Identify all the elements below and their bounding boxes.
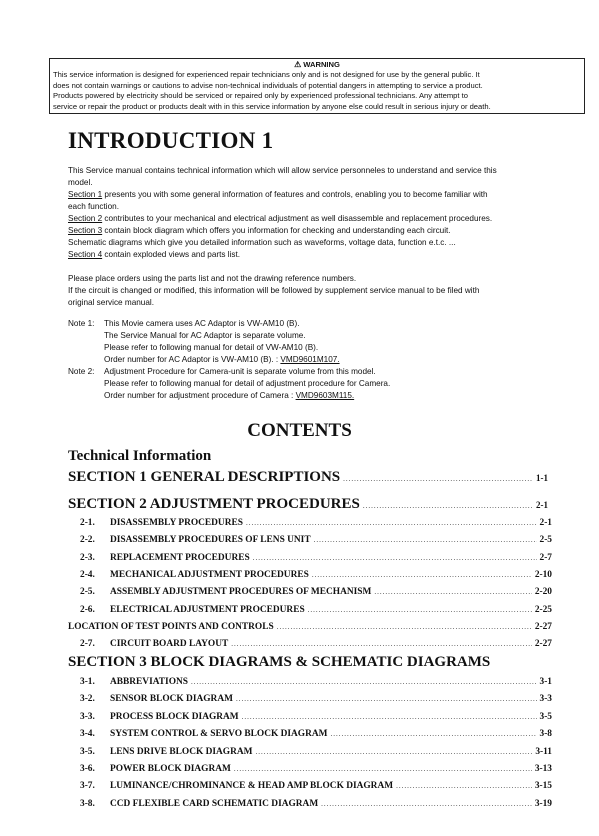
- toc-entry-number: 3-1.: [80, 677, 95, 687]
- toc-entry-label: PROCESS BLOCK DIAGRAM: [110, 711, 239, 722]
- toc-entry-label: LUMINANCE/CHROMINANCE & HEAD AMP BLOCK DIAGRAM: [110, 781, 394, 792]
- section1-description: Section 1 presents you with some general information of features and controls, enabling you to become familiar with: [68, 190, 488, 199]
- toc-entry-page: 2-27: [534, 639, 552, 650]
- toc-entry-number: 2-3.: [80, 552, 95, 563]
- toc-leader: [374, 588, 531, 596]
- toc-label: SECTION 2 ADJUSTMENT PROCEDURES: [68, 496, 360, 512]
- toc-entry-number: 3-3.: [80, 711, 95, 722]
- toc-entry-label: SYSTEM CONTROL & SERVO BLOCK DIAGRAM: [110, 729, 328, 740]
- toc-entry[interactable]: [80, 605, 552, 615]
- toc-leader: [343, 475, 533, 483]
- orders-paragraph: If the circuit is changed or modified, this information will be followed by supplement service manual to be filed with: [68, 286, 480, 295]
- toc-entry-number: 3-4.: [80, 729, 95, 740]
- toc-entry-label: REPLACEMENT PROCEDURES: [110, 552, 250, 563]
- toc-entry[interactable]: [80, 764, 552, 774]
- toc-leader: [308, 606, 532, 614]
- toc-entry-page: 2-7: [539, 552, 552, 563]
- toc-entry-number: 3-5.: [80, 746, 95, 757]
- warning-line: service or repair the product or products dealt with in this service information by anyone else could result in serious injury or death.: [53, 101, 491, 111]
- toc-entry-page: 2-27: [534, 621, 552, 632]
- note-text: Adjustment Procedure for Camera-unit is separate volume from this model.: [104, 367, 376, 376]
- toc-entry[interactable]: [80, 729, 552, 739]
- toc-entry-number: 3-7.: [80, 781, 95, 792]
- toc-entry[interactable]: [80, 553, 552, 563]
- introduction-title: INTRODUCTION 1: [68, 128, 274, 153]
- toc-leader: [236, 695, 537, 703]
- toc-entry-page: 3-15: [534, 781, 552, 792]
- note-text: Please refer to following manual for detail of VW-AM10 (B).: [104, 343, 319, 352]
- schematic-description: Schematic diagrams which give you detailed information such as waveforms, voltage data, function e.t.c. ...: [68, 238, 456, 247]
- toc-entry-number: 2-7.: [80, 639, 95, 650]
- warning-heading: [53, 60, 581, 70]
- toc-leader: [246, 519, 537, 527]
- toc-entry-number: 2-2.: [80, 535, 95, 546]
- toc-entry-number: 2-1.: [80, 518, 95, 528]
- toc-entry-number: 2-5.: [80, 587, 95, 598]
- toc-entry-page: 3-5: [539, 711, 552, 722]
- note-text: Order number for adjustment procedure of Camera : VMD9603M115.: [104, 391, 355, 400]
- note-text: Please refer to following manual for detail of adjustment procedure for Camera.: [104, 379, 391, 388]
- toc-entry-page: 2-1: [539, 518, 552, 528]
- toc-entry[interactable]: [80, 747, 552, 757]
- toc-entry-number: 3-8.: [80, 798, 95, 809]
- note-label: Note 1:: [68, 319, 95, 328]
- toc-entry-label: SENSOR BLOCK DIAGRAM: [110, 694, 233, 705]
- orders-paragraph: Please place orders using the parts list and not the drawing reference numbers.: [68, 274, 357, 283]
- toc-entry-number: 2-4.: [80, 569, 95, 580]
- section3-link[interactable]: Section 3: [68, 226, 103, 235]
- toc-leader: [234, 765, 532, 773]
- intro-paragraph: This Service manual contains technical information which will allow service personneles to understand and service this: [68, 166, 497, 175]
- toc-label: SECTION 1 GENERAL DESCRIPTIONS: [68, 469, 341, 485]
- orders-paragraph: original service manual.: [68, 298, 155, 307]
- intro-paragraph: model.: [68, 178, 93, 187]
- section4-description: Section 4 contain exploded views and parts list.: [68, 250, 241, 259]
- order-number-link[interactable]: VMD9601M107.: [280, 355, 340, 364]
- toc-entry-label: ABBREVIATIONS: [110, 677, 188, 687]
- toc-leader: [255, 748, 532, 756]
- toc-entry-page: 2-10: [534, 569, 552, 580]
- toc-entry-page: 2-25: [534, 604, 552, 615]
- toc-entry[interactable]: [80, 639, 552, 649]
- toc-entry[interactable]: [80, 712, 552, 722]
- toc-entry-page: 3-19: [534, 798, 552, 809]
- toc-entry-label: CIRCUIT BOARD LAYOUT: [110, 639, 229, 650]
- note-label: Note 2:: [68, 367, 95, 376]
- toc-entry[interactable]: [80, 570, 552, 580]
- toc-page-number: 2-1: [536, 500, 548, 510]
- toc-page-number: 1-1: [536, 473, 548, 483]
- toc-leader: [330, 730, 536, 738]
- toc-entry[interactable]: [68, 622, 552, 632]
- toc-entry-number: 3-2.: [80, 694, 95, 705]
- notes-block: [68, 318, 568, 402]
- toc-entry-label: POWER BLOCK DIAGRAM: [110, 764, 231, 774]
- toc-section-1[interactable]: [68, 469, 548, 486]
- toc-entry-label: LENS DRIVE BLOCK DIAGRAM: [110, 746, 253, 757]
- warning-line: This service information is designed for experienced repair technicians only and is not designed for use by the general public. It: [53, 70, 480, 79]
- toc-entry-label: CCD FLEXIBLE CARD SCHEMATIC DIAGRAM: [110, 798, 319, 809]
- toc-entry[interactable]: [80, 694, 552, 704]
- warning-title: WARNING: [303, 60, 340, 69]
- toc-entry-label: DISASSEMBLY PROCEDURES: [110, 518, 243, 528]
- toc-entry-label: ELECTRICAL ADJUSTMENT PROCEDURES: [110, 604, 305, 615]
- introduction-body: [68, 165, 568, 309]
- toc-leader: [277, 623, 532, 631]
- toc-entry-page: 2-20: [534, 587, 552, 598]
- toc-leader: [396, 782, 532, 790]
- contents-title: CONTENTS: [247, 420, 352, 441]
- toc-entry-page: 3-13: [534, 764, 552, 774]
- section4-link[interactable]: Section 4: [68, 250, 103, 259]
- section3-description: Section 3 contain block diagram which offers you information for checking and understanding each circuit.: [68, 226, 451, 235]
- note-text: Order number for AC Adaptor is VW-AM10 (B). : VMD9601M107.: [104, 355, 340, 364]
- section2-link[interactable]: Section 2: [68, 214, 103, 223]
- warning-box: [49, 58, 585, 114]
- toc-leader: [314, 536, 537, 544]
- toc-entry-label: LOCATION OF TEST POINTS AND CONTROLS: [68, 621, 274, 632]
- toc-entry-page: 3-3: [539, 694, 552, 705]
- technical-information-heading: Technical Information: [68, 448, 212, 464]
- toc-entry-page: 3-1: [539, 677, 552, 687]
- toc-entry-page: 3-8: [539, 729, 552, 740]
- toc-leader: [253, 554, 537, 562]
- toc-leader: [231, 640, 532, 648]
- toc-entry[interactable]: [80, 587, 552, 597]
- toc-leader: [312, 571, 532, 579]
- toc-entry-page: 2-5: [539, 535, 552, 546]
- toc-entry-label: MECHANICAL ADJUSTMENT PROCEDURES: [110, 569, 309, 580]
- toc-entry[interactable]: [80, 677, 552, 687]
- toc-entry[interactable]: [80, 518, 552, 528]
- order-number-link[interactable]: VMD9603M115.: [295, 391, 355, 400]
- note-text: This Movie camera uses AC Adaptor is VW-AM10 (B).: [104, 319, 300, 328]
- toc-leader: [363, 502, 533, 510]
- warning-line: Products powered by electricity should be serviced or repaired only by experienced professional technicians. Any attempt to: [53, 91, 468, 101]
- toc-entry-number: 2-6.: [80, 604, 95, 615]
- toc-leader: [191, 678, 537, 686]
- toc-section-3[interactable]: SECTION 3 BLOCK DIAGRAMS & SCHEMATIC DIAGRAMS: [68, 654, 491, 670]
- toc-entry-label: DISASSEMBLY PROCEDURES OF LENS UNIT: [110, 535, 311, 546]
- section2-description: Section 2 contributes to your mechanical and electrical adjustment as well disassemble and replacement procedures.: [68, 214, 493, 223]
- toc-entry[interactable]: [80, 781, 552, 791]
- section1-description-cont: each function.: [68, 202, 119, 211]
- toc-entry-label: ASSEMBLY ADJUSTMENT PROCEDURES OF MECHANISM: [110, 587, 372, 598]
- toc-leader: [242, 713, 537, 721]
- toc-entry-number: 3-6.: [80, 764, 95, 774]
- toc-section-2[interactable]: [68, 496, 548, 513]
- note-text: The Service Manual for AC Adaptor is separate volume.: [104, 331, 306, 340]
- toc-leader: [321, 800, 532, 808]
- toc-entry[interactable]: [80, 799, 552, 809]
- note-1: [68, 318, 568, 330]
- warning-line: does not contain warnings or cautions to advise non-technical individuals of potential dangers in attempting to service a product.: [53, 80, 483, 90]
- section1-link[interactable]: Section 1: [68, 190, 103, 199]
- toc-entry[interactable]: [80, 535, 552, 545]
- warning-triangle-icon: ⚠: [294, 60, 302, 69]
- note-2: [68, 366, 568, 378]
- toc-entry-page: 3-11: [535, 746, 552, 757]
